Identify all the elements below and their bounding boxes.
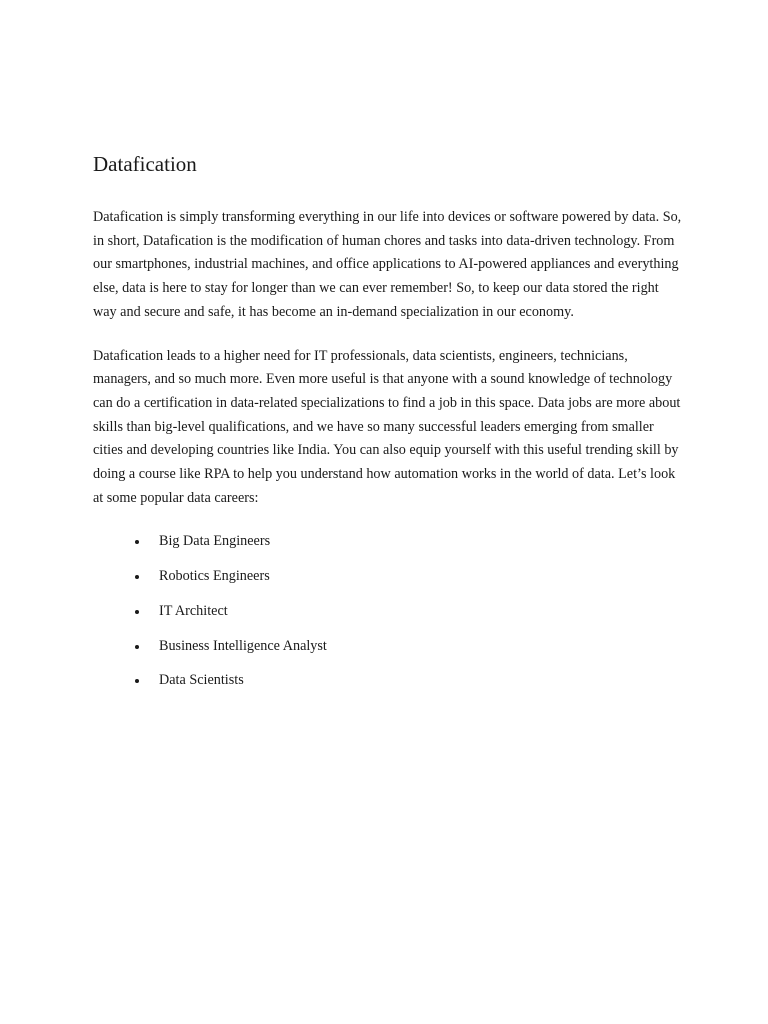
list-item (93, 600, 683, 623)
paragraph-intro: Datafication is simply transforming everything in our life into devices or software powered by data. So, in short, Datafication is the modification of human chores and tasks into data-driven technology. From our smartphones, industrial machines, and office applications to AI-powered appliances and everything else, data is here to stay for longer than we can ever remember! So, to keep our data stored the right way and secure and safe, it has become an in-demand specialization in our economy. (93, 209, 682, 320)
list-item-label: Business Intelligence Analyst (159, 637, 327, 654)
paragraph-careers: Datafication leads to a higher need for IT professionals, data scientists, engineers, technicians, managers, and so much more. Even more useful is that anyone with a sound knowledge of technology can do a certification in data-related specializations to find a job in this space. Data jobs are more about skills than big-level qualifications, and we have so many successful leaders emerging from smaller cities and developing countries like India. You can also equip yourself with this useful trending skill by doing a course like RPA to help you understand how automation works in the world of data. Let’s look at some popular data careers: (93, 347, 681, 506)
bullet-icon (135, 540, 139, 544)
list-item (93, 635, 683, 658)
list-item (93, 530, 683, 553)
document-page (93, 150, 683, 704)
list-item (93, 669, 683, 692)
bullet-icon (135, 610, 139, 614)
list-item-label: Big Data Engineers (159, 533, 271, 550)
document-title: Datafication (93, 152, 197, 176)
list-item-label: Data Scientists (159, 672, 244, 689)
list-item-label: IT Architect (159, 602, 228, 619)
careers-list (93, 530, 683, 692)
list-item (93, 565, 683, 588)
bullet-icon (135, 575, 139, 579)
bullet-icon (135, 645, 139, 649)
list-item-label: Robotics Engineers (159, 568, 270, 585)
bullet-icon (135, 679, 139, 683)
